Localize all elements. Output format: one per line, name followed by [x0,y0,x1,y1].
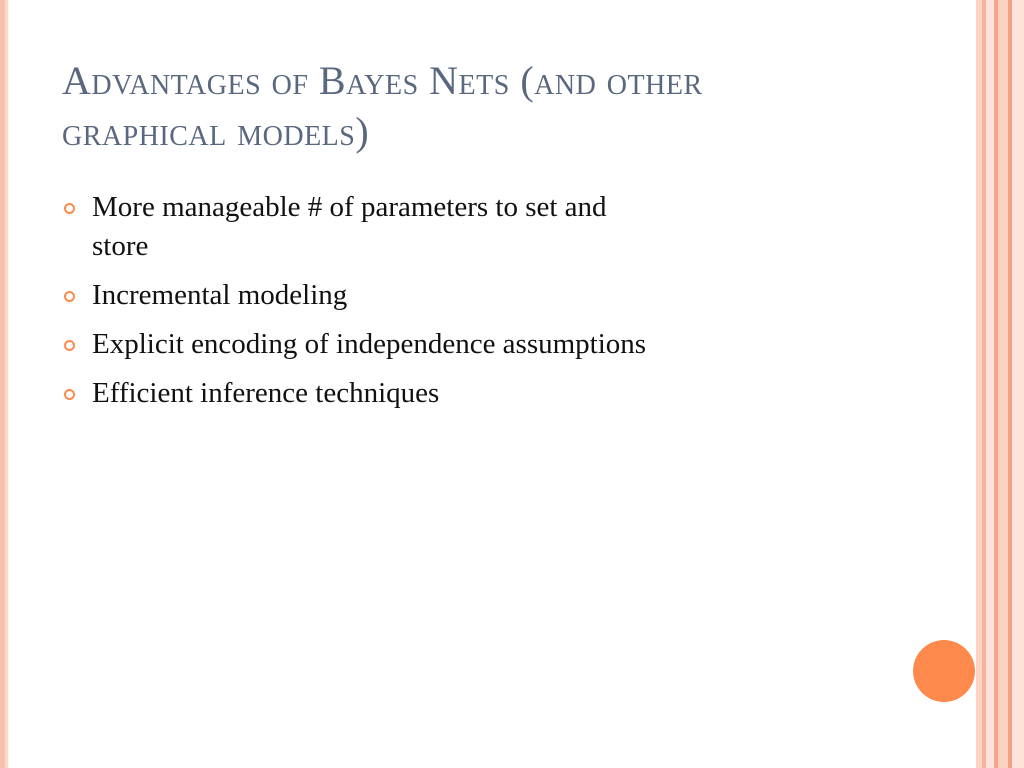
bullet-item [64,374,844,413]
bullet-item [64,276,844,315]
left-border-stripe-inner [5,0,8,768]
bullet-circle-icon [64,340,75,351]
slide-title [62,55,902,157]
right-stripe [998,0,1008,768]
slide-title-line1: Advantages of Bayes Nets (and other [62,58,703,103]
bullet-text-continuation: store [92,230,149,262]
right-decorative-border [976,0,1024,768]
bullet-item [64,325,844,364]
bullet-circle-icon [64,291,75,302]
right-stripe [986,0,994,768]
bullet-item [64,188,844,266]
bullet-list [64,188,844,423]
bullet-text: Incremental modeling [92,279,348,311]
bullet-text: More manageable # of parameters to set and [92,191,607,223]
slide-title-line2: graphical models) [62,109,370,154]
bullet-circle-icon [64,389,75,400]
bullet-text: Efficient inference techniques [92,377,440,409]
right-stripe [1012,0,1024,768]
decorative-orange-circle [913,640,975,702]
bullet-circle-icon [64,203,75,214]
bullet-text: Explicit encoding of independence assumptions [92,328,647,360]
